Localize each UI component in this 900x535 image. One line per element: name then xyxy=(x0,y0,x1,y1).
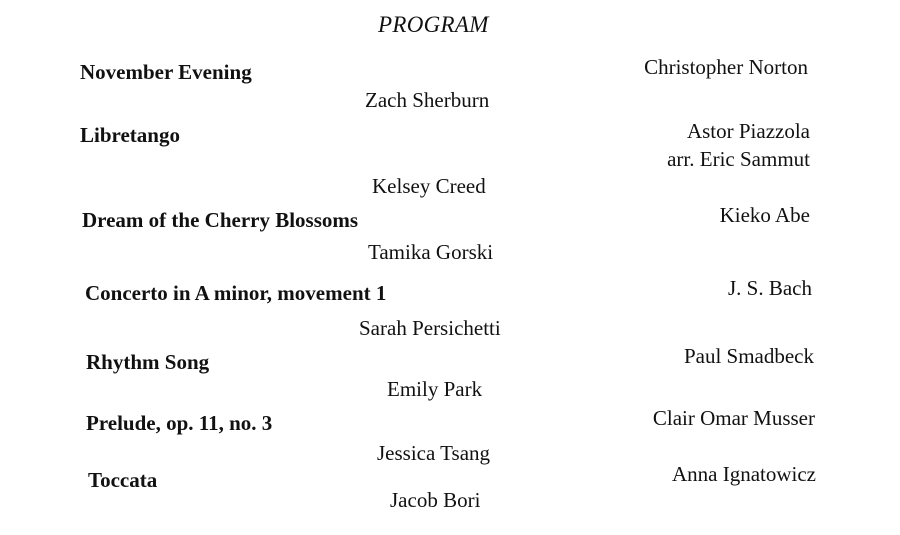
piece-performer: Zach Sherburn xyxy=(365,88,490,112)
piece-performer: Emily Park xyxy=(387,377,483,401)
piece-composer xyxy=(644,55,808,80)
piece-composer xyxy=(653,406,815,431)
composer-line: Clair Omar Musser xyxy=(652,406,815,430)
piece-composer xyxy=(672,462,816,487)
piece-title: Prelude, op. 11, no. 3 xyxy=(86,411,273,435)
piece-performer: Jessica Tsang xyxy=(377,441,491,465)
composer-line: Astor Piazzola xyxy=(686,119,810,143)
piece-performer: Sarah Persichetti xyxy=(359,316,501,340)
piece-composer xyxy=(667,117,810,173)
program-heading: PROGRAM xyxy=(378,12,489,37)
piece-performer: Kelsey Creed xyxy=(372,174,486,198)
composer-line: Christopher Norton xyxy=(644,55,808,79)
composer-line: arr. Eric Sammut xyxy=(667,147,810,171)
piece-title: Dream of the Cherry Blossoms xyxy=(82,208,359,232)
piece-title: Rhythm Song xyxy=(86,350,210,374)
piece-performer: Tamika Gorski xyxy=(368,240,494,264)
piece-title: Concerto in A minor, movement 1 xyxy=(85,281,387,305)
piece-title: Toccata xyxy=(88,468,158,492)
piece-performer: Jacob Bori xyxy=(390,488,481,512)
composer-line: Paul Smadbeck xyxy=(683,344,814,368)
composer-line: J. S. Bach xyxy=(728,276,812,300)
composer-line: Anna Ignatowicz xyxy=(671,462,816,486)
piece-composer xyxy=(728,276,812,301)
composer-line: Kieko Abe xyxy=(719,203,810,227)
piece-composer xyxy=(684,344,814,369)
piece-composer xyxy=(720,203,810,228)
piece-title: Libretango xyxy=(80,123,180,147)
piece-title: November Evening xyxy=(80,60,252,84)
